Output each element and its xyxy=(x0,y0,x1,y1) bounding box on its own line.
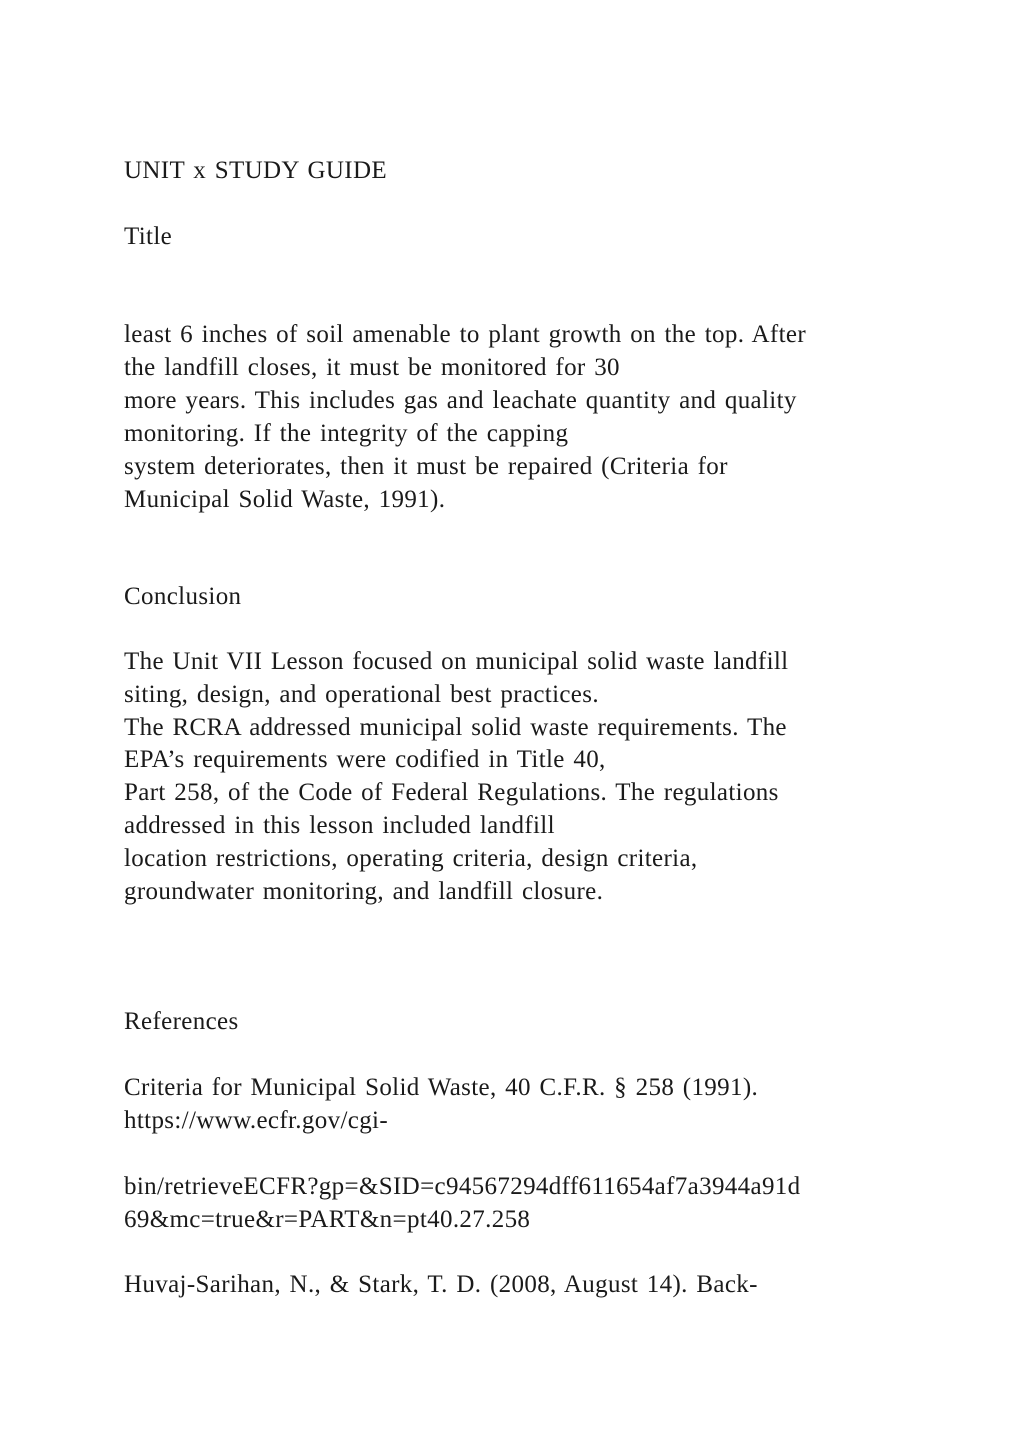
reference-link: 69&mc=true&r=PART&n=pt40.27.258 xyxy=(124,1206,531,1233)
paragraph-line: system deteriorates, then it must be repaired (Criteria for xyxy=(124,453,728,480)
paragraph-line: Part 258, of the Code of Federal Regulations. The regulations xyxy=(124,779,779,806)
reference-link: https://www.ecfr.gov/cgi- xyxy=(124,1107,389,1134)
paragraph-line: addressed in this lesson included landfill xyxy=(124,812,555,839)
conclusion-heading: Conclusion xyxy=(124,583,242,610)
paragraph-line: siting, design, and operational best practices. xyxy=(124,681,599,708)
paragraph-line: monitoring. If the integrity of the capping xyxy=(124,420,569,447)
paragraph-line: groundwater monitoring, and landfill closure. xyxy=(124,878,604,905)
reference-link: bin/retrieveECFR?gp=&SID=c94567294dff611654af7a3944a91d xyxy=(124,1173,801,1200)
reference-line: Criteria for Municipal Solid Waste, 40 C.F.R. § 258 (1991). xyxy=(124,1074,759,1101)
document-title: Title xyxy=(124,223,173,250)
paragraph-line: The Unit VII Lesson focused on municipal solid waste landfill xyxy=(124,648,789,675)
reference-line: Huvaj-Sarihan, N., & Stark, T. D. (2008, August 14). Back- xyxy=(124,1271,758,1298)
paragraph-line: EPA’s requirements were codified in Title 40, xyxy=(124,746,606,773)
paragraph-line: the landfill closes, it must be monitored for 30 xyxy=(124,354,620,381)
paragraph-line: The RCRA addressed municipal solid waste requirements. The xyxy=(124,714,787,741)
references-heading: References xyxy=(124,1008,239,1035)
paragraph-line: more years. This includes gas and leachate quantity and quality xyxy=(124,387,797,414)
paragraph-line: least 6 inches of soil amenable to plant growth on the top. After xyxy=(124,321,807,348)
paragraph-line: Municipal Solid Waste, 1991). xyxy=(124,486,446,513)
document-header: UNIT x STUDY GUIDE xyxy=(124,157,387,184)
paragraph-line: location restrictions, operating criteria, design criteria, xyxy=(124,845,698,872)
